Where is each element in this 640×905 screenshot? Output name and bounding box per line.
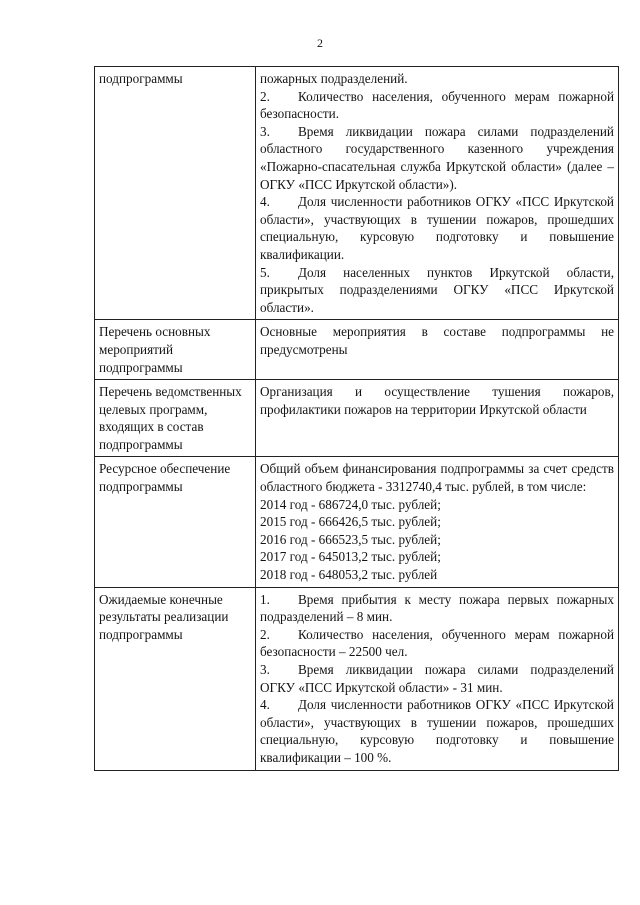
item-text: Количество населения, обученного мерам пожарной безопасности – 22500 чел. bbox=[260, 626, 614, 660]
list-item bbox=[260, 626, 614, 661]
table-row-resource-provision bbox=[95, 457, 619, 587]
funding-year: 2018 год - 648053,2 тыс. рублей bbox=[260, 567, 438, 583]
row-label: Ресурсное обеспечение подпрограммы bbox=[95, 457, 256, 587]
item-text: Доля численности работников ОГКУ «ПСС Иркутской области», участвующих в тушении пожаров, прошедших специальную, курсовую подготовку и повышение квалификации – 100 %. bbox=[260, 697, 614, 765]
indicator-intro: пожарных подразделений. bbox=[260, 71, 408, 86]
row-value bbox=[256, 67, 619, 320]
table-row-expected-results bbox=[95, 587, 619, 770]
row-value: Основные мероприятия в составе подпрограммы не предусмотрены bbox=[256, 320, 619, 380]
item-number: 2. bbox=[260, 88, 270, 104]
item-text: Время ликвидации пожара силами подразделений ОГКУ «ПСС Иркутской области» - 31 мин. bbox=[260, 662, 614, 695]
funding-total: Общий объем финансирования подпрограммы за счет средств областного бюджета - 3312740,4 тыс. рублей, в том числе: bbox=[260, 461, 614, 495]
item-number: 5. bbox=[260, 264, 270, 280]
item-number: 3. bbox=[260, 662, 270, 677]
item-text: Доля населенных пунктов Иркутской области, прикрытых подразделениями ОГКУ «ПСС Иркутской области». bbox=[260, 264, 614, 315]
row-label: Перечень ведомственных целевых программ, входящих в состав подпрограммы bbox=[95, 380, 256, 457]
row-value: Организация и осуществление тушения пожаров, профилактики пожаров на территории Иркутской области bbox=[256, 380, 619, 457]
table-row-main-activities bbox=[95, 320, 619, 380]
item-number: 2. bbox=[260, 626, 270, 642]
table-row-departmental-programs bbox=[95, 380, 619, 457]
item-number: 1. bbox=[260, 591, 270, 607]
funding-year: 2016 год - 666523,5 тыс. рублей; bbox=[260, 531, 441, 547]
row-label: Перечень основных мероприятий подпрограммы bbox=[95, 320, 256, 380]
list-item bbox=[260, 661, 614, 696]
list-item bbox=[260, 264, 614, 317]
item-number: 4. bbox=[260, 697, 270, 713]
item-number: 3. bbox=[260, 123, 270, 139]
funding-year: 2014 год - 686724,0 тыс. рублей; bbox=[260, 496, 441, 512]
item-text: Время ликвидации пожара силами подразделений областного государственного казенного учреждения «Пожарно-спасательная служба Иркутской области» (далее – ОГКУ «ПСС Иркутской области»). bbox=[260, 123, 614, 192]
list-item bbox=[260, 696, 614, 766]
item-text: Время прибытия к месту пожара первых пожарных подразделений – 8 мин. bbox=[260, 591, 614, 625]
subprogram-passport-table bbox=[94, 66, 619, 771]
list-item bbox=[260, 123, 614, 193]
table-row-indicators bbox=[95, 67, 619, 320]
list-item bbox=[260, 88, 614, 123]
row-label: подпрограммы bbox=[95, 67, 256, 320]
item-number: 4. bbox=[260, 194, 270, 210]
row-value bbox=[256, 587, 619, 770]
page-number: 2 bbox=[317, 36, 323, 50]
item-text: Доля численности работников ОГКУ «ПСС Иркутской области», участвующих в тушении пожаров, прошедших специальную, курсовую подготовку и повышение квалификации. bbox=[260, 194, 614, 262]
funding-year: 2017 год - 645013,2 тыс. рублей; bbox=[260, 549, 441, 565]
row-label: Ожидаемые конечные результаты реализации подпрограммы bbox=[95, 587, 256, 770]
item-text: Количество населения, обученного мерам пожарной безопасности. bbox=[260, 88, 614, 122]
list-item bbox=[260, 591, 614, 626]
list-item bbox=[260, 193, 614, 263]
funding-year: 2015 год - 666426,5 тыс. рублей; bbox=[260, 514, 441, 530]
row-value bbox=[256, 457, 619, 587]
